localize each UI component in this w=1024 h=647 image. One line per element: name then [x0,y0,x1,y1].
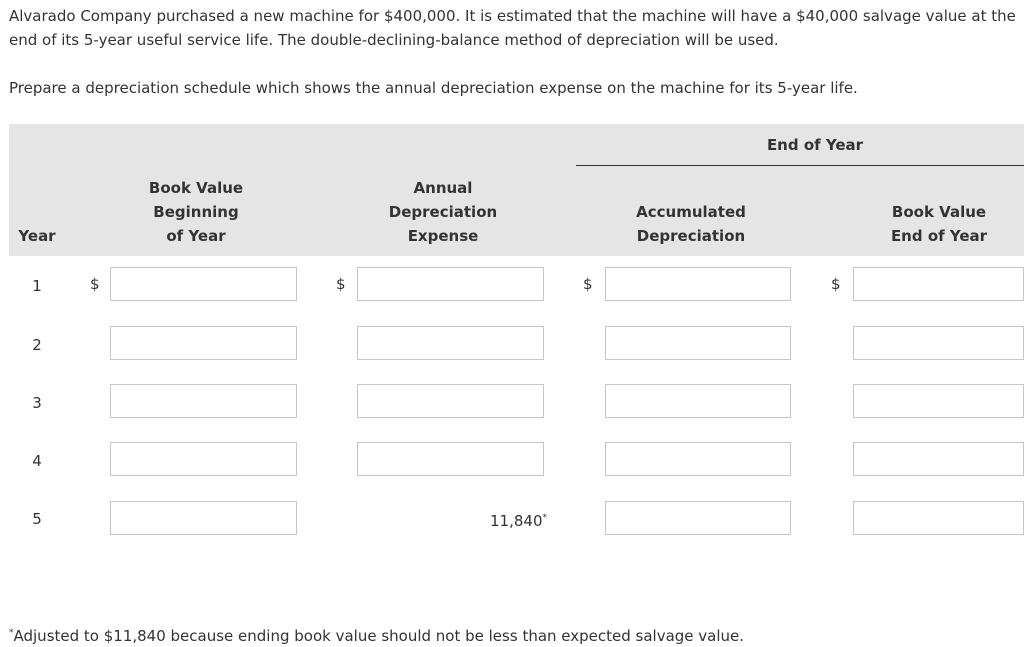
book-value-beginning-input[interactable] [110,326,297,360]
header-accumulated-depreciation: Accumulated Depreciation [636,203,746,245]
accumulated-depreciation-input[interactable] [605,442,791,476]
row-year-label: 3 [32,394,42,412]
annual-depreciation-year-5-value: 11,840* [490,512,547,530]
annual-depreciation-input[interactable] [357,384,544,418]
accumulated-depreciation-input[interactable] [605,501,791,535]
row-year-label: 1 [32,277,42,295]
problem-instruction: Prepare a depreciation schedule which shows the annual depreciation expense on the machine for its 5-year life. [9,79,858,97]
end-of-year-group-header: End of Year [766,136,864,154]
annual-depreciation-input[interactable] [357,326,544,360]
accumulated-depreciation-input[interactable] [605,326,791,360]
problem-statement: Alvarado Company purchased a new machine for $400,000. It is estimated that the machine will have a $40,000 salvage value at the end of its 5-year useful service life. The double-declining-balance method of depreciation will be used. [9,7,1016,49]
group-header-rule [576,165,1024,166]
accumulated-depreciation-input[interactable] [605,267,791,301]
dollar-sign: $ [336,275,346,293]
row-year-label: 2 [32,336,42,354]
book-value-end-input[interactable] [853,501,1024,535]
footnote-text: Adjusted to $11,840 because ending book value should not be less than expected salvage value. [13,627,745,645]
book-value-beginning-input[interactable] [110,267,297,301]
header-book-value-end: Book Value End of Year [890,203,988,245]
book-value-end-input[interactable] [853,326,1024,360]
book-value-end-input[interactable] [853,442,1024,476]
book-value-beginning-input[interactable] [110,384,297,418]
row-year-label: 5 [32,510,42,528]
footnote-marker: * [9,628,14,638]
dollar-sign: $ [831,275,841,293]
book-value-beginning-input[interactable] [110,442,297,476]
annual-depreciation-input[interactable] [357,442,544,476]
row-year-label: 4 [32,452,42,470]
header-annual-depreciation: Annual Depreciation Expense [388,179,498,245]
accumulated-depreciation-input[interactable] [605,384,791,418]
header-year: Year [18,227,56,245]
dollar-sign: $ [90,275,100,293]
book-value-end-input[interactable] [853,384,1024,418]
book-value-beginning-input[interactable] [110,501,297,535]
dollar-sign: $ [583,275,593,293]
header-book-value-beginning: Book Value Beginning of Year [148,179,244,245]
book-value-end-input[interactable] [853,267,1024,301]
footnote [9,622,744,647]
annual-depreciation-input[interactable] [357,267,544,301]
